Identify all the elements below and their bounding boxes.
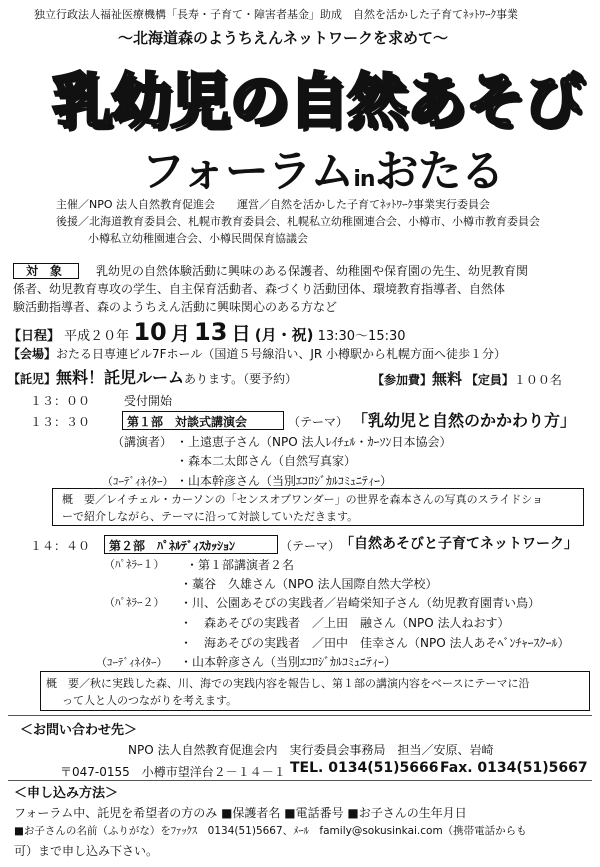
childcare-free: 無料！託児ルーム xyxy=(56,368,185,387)
apply-heading: ＜申し込み方法＞ xyxy=(14,786,119,801)
time-1440: １４：４０ xyxy=(30,539,91,553)
panelist-2b: ・ 森あそびの実践者 ／上田 融さん（NPO 法人ねおす） xyxy=(180,616,510,630)
fee-row xyxy=(372,368,562,389)
date-row xyxy=(8,318,406,346)
contact-tel: TEL. 0134(51)5666 xyxy=(290,760,439,776)
contact-address: 〒047-0155 小樽市望洋台２－１４－１ xyxy=(60,765,286,779)
target-line-2: 係者、幼児教育専攻の学生、自主保育活動者、森づくり活動団体、環境教育指導者、自然体 xyxy=(13,282,506,296)
coordinator-2: ・山本幹彦さん（当別ｴｺﾛｼﾞｶﾙｺﾐｭﾆﾃｨｰ） xyxy=(180,655,397,669)
part2-theme-label: （テーマ） xyxy=(280,539,341,553)
summary-2-line-2: って人と人のつながりを考えます。 xyxy=(62,694,238,707)
speaker-role: （講演者） xyxy=(112,435,173,449)
time-1300: １３：００ xyxy=(30,394,91,408)
speaker-1: ・上遠恵子さん（NPO 法人ﾚｲﾁｪﾙ・ｶｰｿﾝ日本協会） xyxy=(176,435,452,449)
date-month-unit: 月 xyxy=(170,323,190,345)
apply-line-3: 可）まで申し込み下さい。 xyxy=(14,844,159,858)
part2-theme: 「自然あそびと子育てネットワーク」 xyxy=(340,536,578,552)
capacity-value: １００名 xyxy=(513,373,562,387)
target-line-1: 乳幼児の自然体験活動に興味のある保護者、幼稚園や保育園の先生、幼児教育関 xyxy=(96,264,529,278)
time-1330: １３：３０ xyxy=(30,415,91,429)
childcare-rest: あります。（要予約） xyxy=(184,372,298,386)
contact-divider xyxy=(8,715,592,716)
panelist-2c: ・ 海あそびの実践者 ／田中 佳幸さん（NPO 法人あそﾍﾞﾝﾁｬｰｽｸｰﾙ） xyxy=(180,636,570,650)
speaker-2: ・森本二太郎さん（自然写真家） xyxy=(176,454,357,468)
part2-label: 第２部 ﾊﾟﾈﾙﾃﾞｨｽｶｯｼｮﾝ xyxy=(109,539,236,553)
target-label: 対 象 xyxy=(26,264,63,278)
coordinator-role-2: （ｺｰﾃﾞｨﾈｲﾀｰ） xyxy=(96,656,168,669)
fee-value: 無料 xyxy=(432,370,463,388)
supporter-line: 後援／北海道教育委員会、札幌市教育委員会、札幌私立幼稚園連合会、小樽市、小樽市教育委員会 xyxy=(56,215,540,228)
page-title: 乳幼児の自然あそび xyxy=(52,67,583,137)
apply-divider xyxy=(8,780,592,781)
panelist-1b: ・藁谷 久雄さん（NPO 法人国際自然大学校） xyxy=(180,577,438,591)
contact-org: NPO 法人自然教育促進会内 実行委員会事務局 担当／安原、岩崎 xyxy=(128,743,494,757)
apply-line-2: ■お子さんの名前（ふりがな）をﾌｧｯｸｽ 0134(51)5667、ﾒｰﾙ family@sokusinkai.com（携帯電話からも xyxy=(14,825,527,837)
coordinator-role-1: （ｺｰﾃﾞｨﾈｲﾀｰ） xyxy=(102,475,174,488)
venue-row xyxy=(8,345,506,362)
target-line-3: 験活動指導者、森のようちえん活動に興味関心のある方など xyxy=(13,300,338,314)
date-weekday: (月・祝) xyxy=(254,326,314,344)
contact-fax: Fax. 0134(51)5667 xyxy=(440,760,588,776)
forum-word: フォーラム xyxy=(141,146,354,197)
reception-start: 受付開始 xyxy=(124,394,173,408)
summary-2-line-1: 概 要／秋に実践した森、川、海での実践内容を報告し、第１部の講演内容をベースにテーマに沿 xyxy=(46,677,530,690)
forum-place: おたる xyxy=(374,146,504,197)
coordinator-1: ・山本幹彦さん（当別ｴｺﾛｼﾞｶﾙｺﾐｭﾆﾃｨｰ） xyxy=(176,474,393,488)
venue-label: 【会場】 xyxy=(8,347,57,361)
date-day: 13 xyxy=(194,318,228,346)
panelist-2a: ・川、公園あそびの実践者／岩崎栄知子さん（幼児教育園青い鳥） xyxy=(180,596,541,610)
date-time: 13:30～15:30 xyxy=(317,329,406,344)
panelist-1-role: （ﾊﾟﾈﾗｰ１） xyxy=(104,558,165,571)
date-month: 10 xyxy=(133,318,167,346)
part1-theme-label: （テーマ） xyxy=(288,415,349,429)
part1-theme: 「乳幼児と自然のかかわり方」 xyxy=(352,411,577,430)
panelist-2-role: （ﾊﾟﾈﾗｰ２） xyxy=(104,596,165,609)
supporter-line-2: 小樽私立幼稚園連合会、小樽民間保育協議会 xyxy=(88,232,308,245)
page-subtitle-forum xyxy=(141,135,504,199)
childcare-row xyxy=(8,365,297,388)
subtitle: ～北海道森のようちえんネットワークを求めて～ xyxy=(118,29,449,47)
date-day-unit: 日 xyxy=(231,323,251,345)
apply-line-1: フォーラム中、託児を希望者の方のみ ■保護者名 ■電話番号 ■お子さんの生年月日 xyxy=(14,806,467,820)
venue-text: おたる日専連ビル7Fホール（国道５号線沿い、JR 小樽駅から札幌方面へ徒歩１分） xyxy=(56,347,507,361)
date-era: 平成２０年 xyxy=(64,329,130,344)
forum-in: in xyxy=(353,167,375,192)
summary-1-line-1: 概 要／レイチェル・カーソンの「センスオブワンダー」の世界を森本さんの写真のスライドショ xyxy=(62,493,544,506)
header-sponsor-line: 独立行政法人福祉医療機構「長寿・子育て・障害者基金」助成 自然を活かした子育てﾈｯﾄﾜｰｸ事業 xyxy=(34,8,518,21)
part1-label: 第１部 対談式講演会 xyxy=(127,415,248,429)
contact-heading: ＜お問い合わせ先＞ xyxy=(20,723,138,738)
summary-1-line-2: ーで紹介しながら、テーマに沿って対談していただきます。 xyxy=(62,510,359,523)
childcare-label: 【託児】 xyxy=(8,372,57,386)
capacity-label: 【定員】 xyxy=(465,373,514,387)
fee-label: 【参加費】 xyxy=(372,373,433,387)
organizer-line: 主催／NPO 法人自然教育促進会 運営／自然を活かした子育てﾈｯﾄﾜｰｸ事業実行委員会 xyxy=(56,198,491,211)
panelist-1: ・第１部講演者２名 xyxy=(186,558,295,572)
date-label: 【日程】 xyxy=(8,329,61,344)
